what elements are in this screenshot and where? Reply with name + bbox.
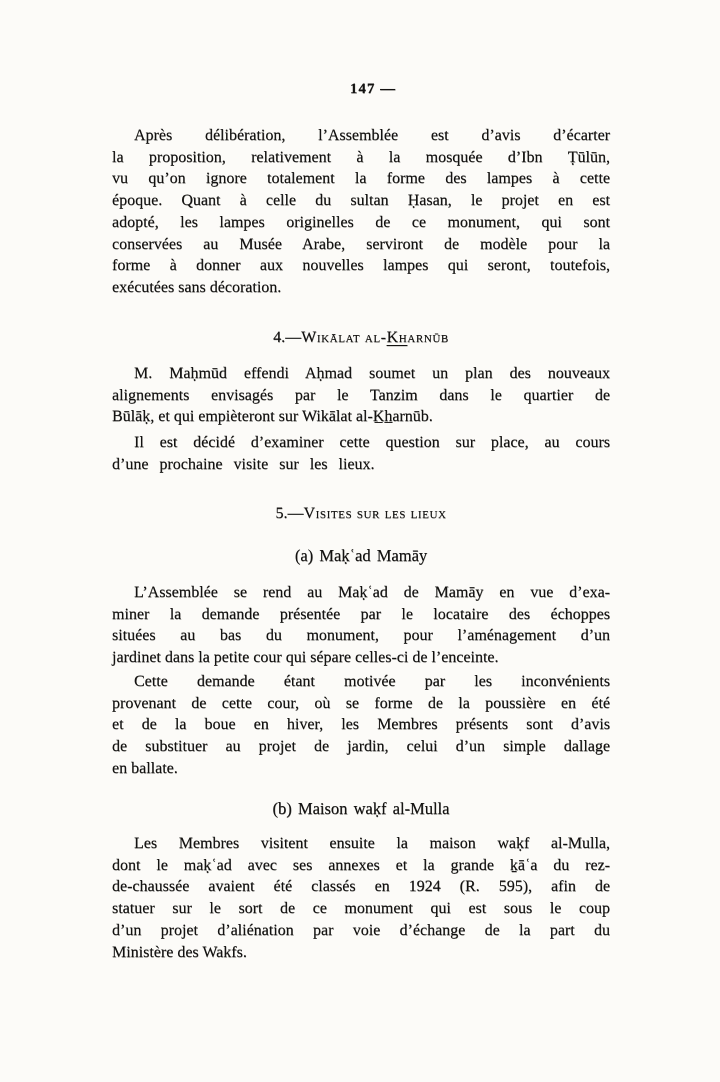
text-line: L’Assemblée se rend au Maḳʿad de Mamāy en vue d’exa- [134,584,610,601]
section-heading-wikalat-al-kharnub [112,327,610,349]
text-line: provenant de cette cour, où se forme de la poussière en été [112,694,610,712]
text-line: situées au bas du monument, pour l’aménagement d’un [112,627,610,645]
paragraph-assemblee-makad [112,582,610,669]
page-number: 147 — [349,81,397,97]
text-line: et de la boue en hiver, les Membres présents sont d’avis [112,716,610,734]
section-title-text-tail: arnūb [407,329,449,346]
section-title-text: Wikālat al- [301,329,387,346]
text-line: Cette demande étant motivée par les inconvénients [134,673,610,690]
text-line: forme à donner aux nouvelles lampes qui seront, toutefois, [112,257,610,275]
subheading-maison-wakf-al-mulla: (b) Maison waḳf al-Mulla [272,799,450,818]
text-line: d’une prochaine visite sur les lieux. [112,455,375,473]
text-line: dont le maḳʿad avec ses annexes et la grande ḵāʿa du rez- [112,856,610,874]
subheading-makad-mamay: (a) Maḳʿad Mamāy [294,546,428,565]
section-number: 4.— [273,329,302,346]
paragraph-maison-wakf-classement [112,833,610,963]
text-line: d’un projet d’aliénation par voie d’échange de la part du [112,921,610,939]
text-line: vu qu’on ignore totalement la forme des lampes à cette [112,170,610,188]
text-line: statuer sur le sort de ce monument qui est sous le coup [112,900,610,918]
paragraph-decision-visite [112,432,610,475]
text-line: de substituer au projet de jardin, celui d’un simple dallage [112,738,610,756]
text-line: adopté, les lampes originelles de ce monument, qui sont [112,213,610,231]
section-title-text: Visites sur les lieux [303,505,447,522]
text-line: alignements envisagés par le Tanzim dans le quartier de [112,386,610,404]
text-line: de-chaussée avaient été classés en 1924 (R. 595), afin de [112,878,610,896]
text-line: conservées au Musée Arabe, serviront de modèle pour la [112,235,610,253]
text-line: en ballate. [112,759,178,777]
paragraph-demande-dallage [112,671,610,780]
section-title [301,329,449,346]
text-line: exécutées sans décoration. [112,278,282,296]
text-line: Les Membres visitent ensuite la maison waḳf al-Mulla, [134,835,610,852]
text-line: Ministère des Wakfs. [112,943,247,961]
section-heading-visites-sur-les-lieux [112,503,610,525]
text-line: M. Maḥmūd effendi Aḥmad soumet un plan des nouveaux [134,365,610,382]
text-line: Après délibération, l’Assemblée est d’avis d’écarter [134,127,610,144]
text-line: Būlāḳ, et qui empièteront sur Wikālat al-K̲h̲arnūb. [112,408,433,426]
text-line: jardinet dans la petite cour qui sépare celles-ci de l’enceinte. [112,649,499,667]
section-number: 5.— [275,505,304,522]
paragraph-deliberation-lampes [112,125,610,299]
text-line: miner la demande présentée par le locataire des échoppes [112,605,610,623]
section-title [303,505,446,522]
text-line: Il est décidé d’examiner cette question sur place, au cours [134,434,610,451]
text-line: époque. Quant à celle du sultan Ḥasan, le projet en est [112,192,610,210]
section-title-underlined-letters: Kh [386,329,408,346]
paragraph-plan-alignements [112,363,610,428]
text-line: la proposition, relativement à la mosquée d’Ibn Ṭūlūn, [112,148,610,166]
